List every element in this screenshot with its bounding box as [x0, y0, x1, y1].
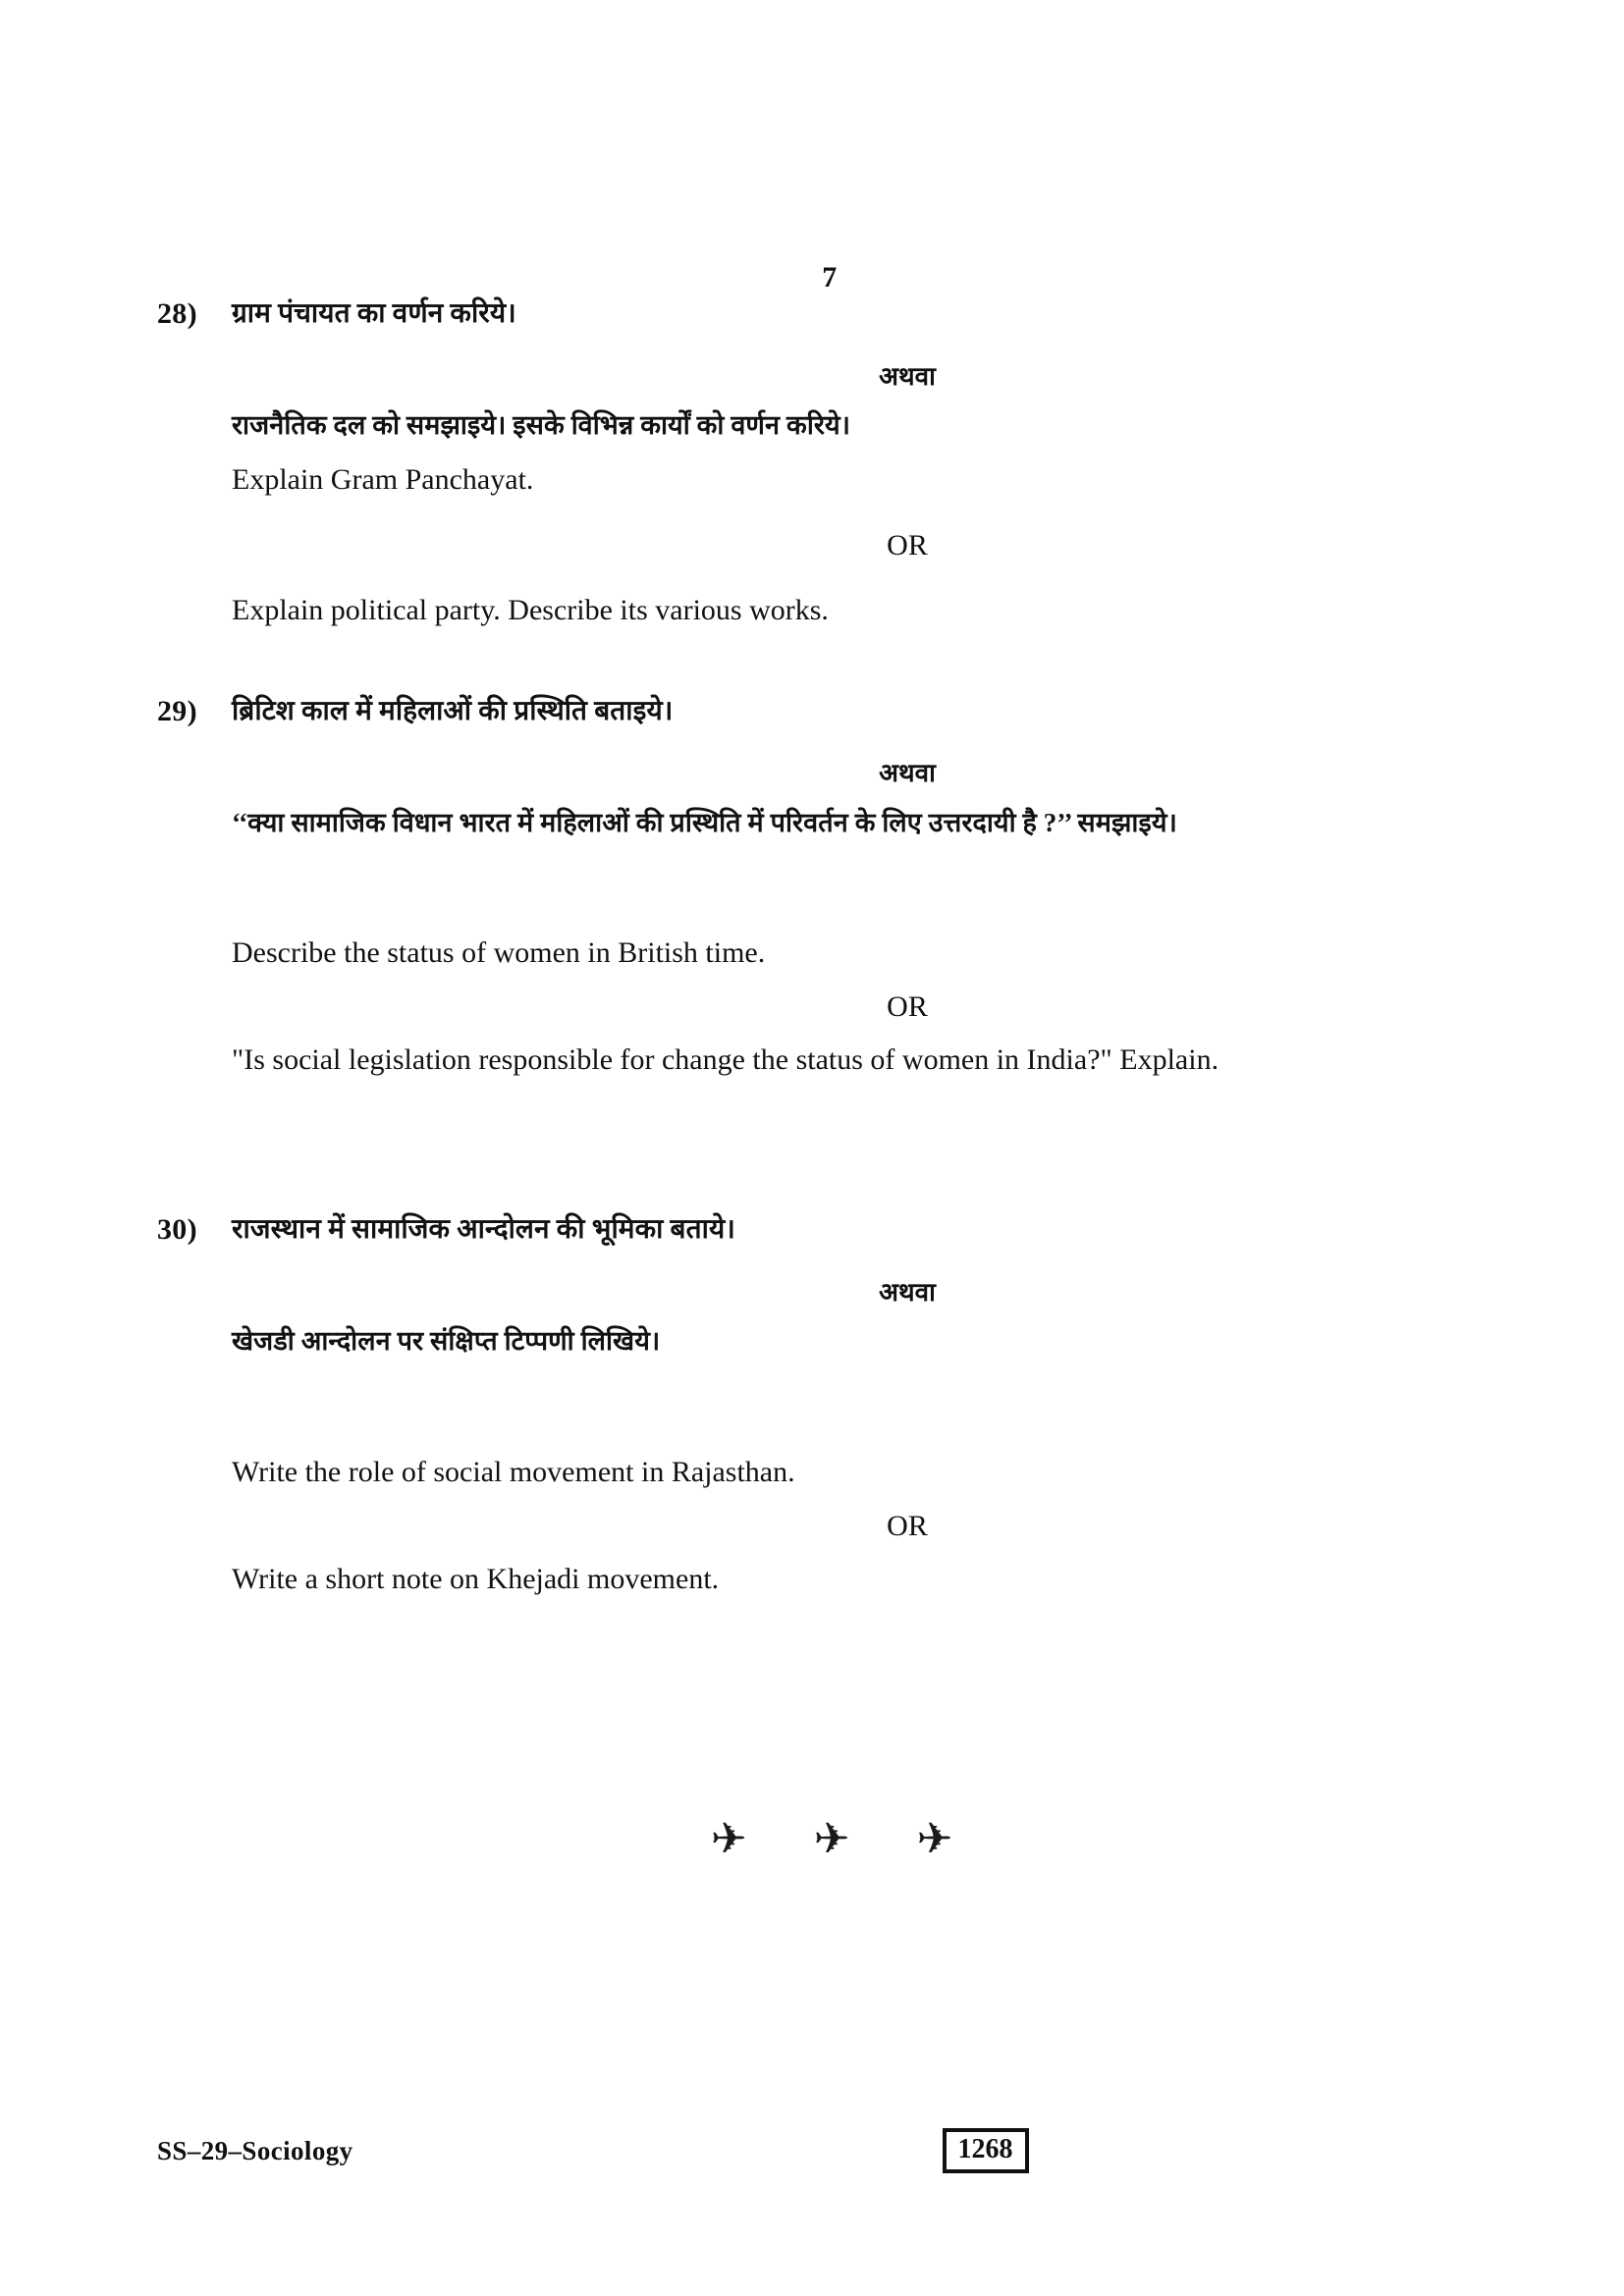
spacer [157, 974, 1492, 988]
separator-english-29: OR [887, 990, 928, 1024]
separator-english-28: OR [887, 528, 928, 561]
question-30-english-alt: Write a short note on Khejadi movement. [232, 1562, 720, 1595]
spacer [157, 1308, 1492, 1322]
spacer [157, 842, 1492, 933]
page-footer [157, 2128, 1492, 2173]
separator-hindi-28: अथवा [879, 361, 936, 391]
question-29-english-main: Describe the status of women in British time. [232, 936, 766, 970]
separator-hindi-30: अथवा [879, 1277, 936, 1307]
spacer [157, 1545, 1492, 1559]
spacer [157, 335, 1492, 360]
question-28-english-alt: Explain political party. Describe its various works. [232, 593, 829, 626]
spacer [157, 393, 1492, 406]
spacer [157, 446, 1492, 459]
spacer [157, 631, 1492, 692]
spacer [157, 790, 1492, 804]
spacer [157, 1362, 1492, 1452]
booklet-number-box: 1268 [943, 2128, 1029, 2173]
question-29-hindi-alt: ‘‘क्या सामाजिक विधान भारत में महिलाओं की प्रस्थिति में परिवर्तन के लिए उत्तरदायी है ?’’ समझाइये। [232, 807, 1177, 837]
spacer [157, 1493, 1492, 1507]
question-30-hindi-alt: खेजडी आन्दोलन पर संक्षिप्त टिप्पणी लिखिये। [232, 1326, 661, 1357]
question-28-hindi-alt: राजनैतिक दल को समझाइये। इसके विभिन्न कार्यों को वर्णन करिये। [232, 410, 851, 441]
question-30-hindi-main: राजस्थान में सामाजिक आन्दोलन की भूमिका बताये। [232, 1214, 736, 1246]
airplane-icon: ✈ [813, 1814, 850, 1864]
spacer [157, 1171, 1492, 1210]
question-30-heading [157, 1210, 1492, 1251]
airplane-icon: ✈ [916, 1814, 953, 1864]
question-28-number: 28) [157, 297, 197, 330]
spacer [157, 501, 1492, 526]
question-28-heading [157, 294, 1492, 335]
question-28-english-main: Explain Gram Panchayat. [232, 462, 534, 496]
airplane-icon: ✈ [710, 1814, 747, 1864]
page-number: 7 [822, 261, 838, 294]
question-30-number: 30) [157, 1213, 197, 1247]
question-28-hindi-main: ग्राम पंचायत का वर्णन करिये। [232, 298, 516, 329]
question-29-english-alt: "Is social legislation responsible for change the status of women in India?" Explain. [232, 1043, 1219, 1077]
spacer [157, 1026, 1492, 1040]
question-29-hindi-main: ब्रिटिश काल में महिलाओं की प्रस्थिति बताइये। [232, 695, 674, 726]
question-29-number: 29) [157, 694, 197, 727]
question-block-28 [157, 294, 1492, 631]
spacer [157, 1251, 1492, 1276]
question-29-heading [157, 692, 1492, 732]
spacer [157, 1081, 1492, 1171]
spacer [157, 564, 1492, 590]
questions-container [157, 294, 1492, 1600]
spacer [157, 731, 1492, 757]
separator-english-30: OR [887, 1509, 928, 1542]
paper-code: SS–29–Sociology [157, 2135, 353, 2165]
separator-hindi-29: अथवा [879, 759, 936, 788]
end-of-paper-ornaments [0, 1814, 1624, 1864]
question-block-29 [157, 692, 1492, 1082]
question-block-30 [157, 1210, 1492, 1600]
question-30-english-main: Write the role of social movement in Rajasthan. [232, 1455, 795, 1488]
